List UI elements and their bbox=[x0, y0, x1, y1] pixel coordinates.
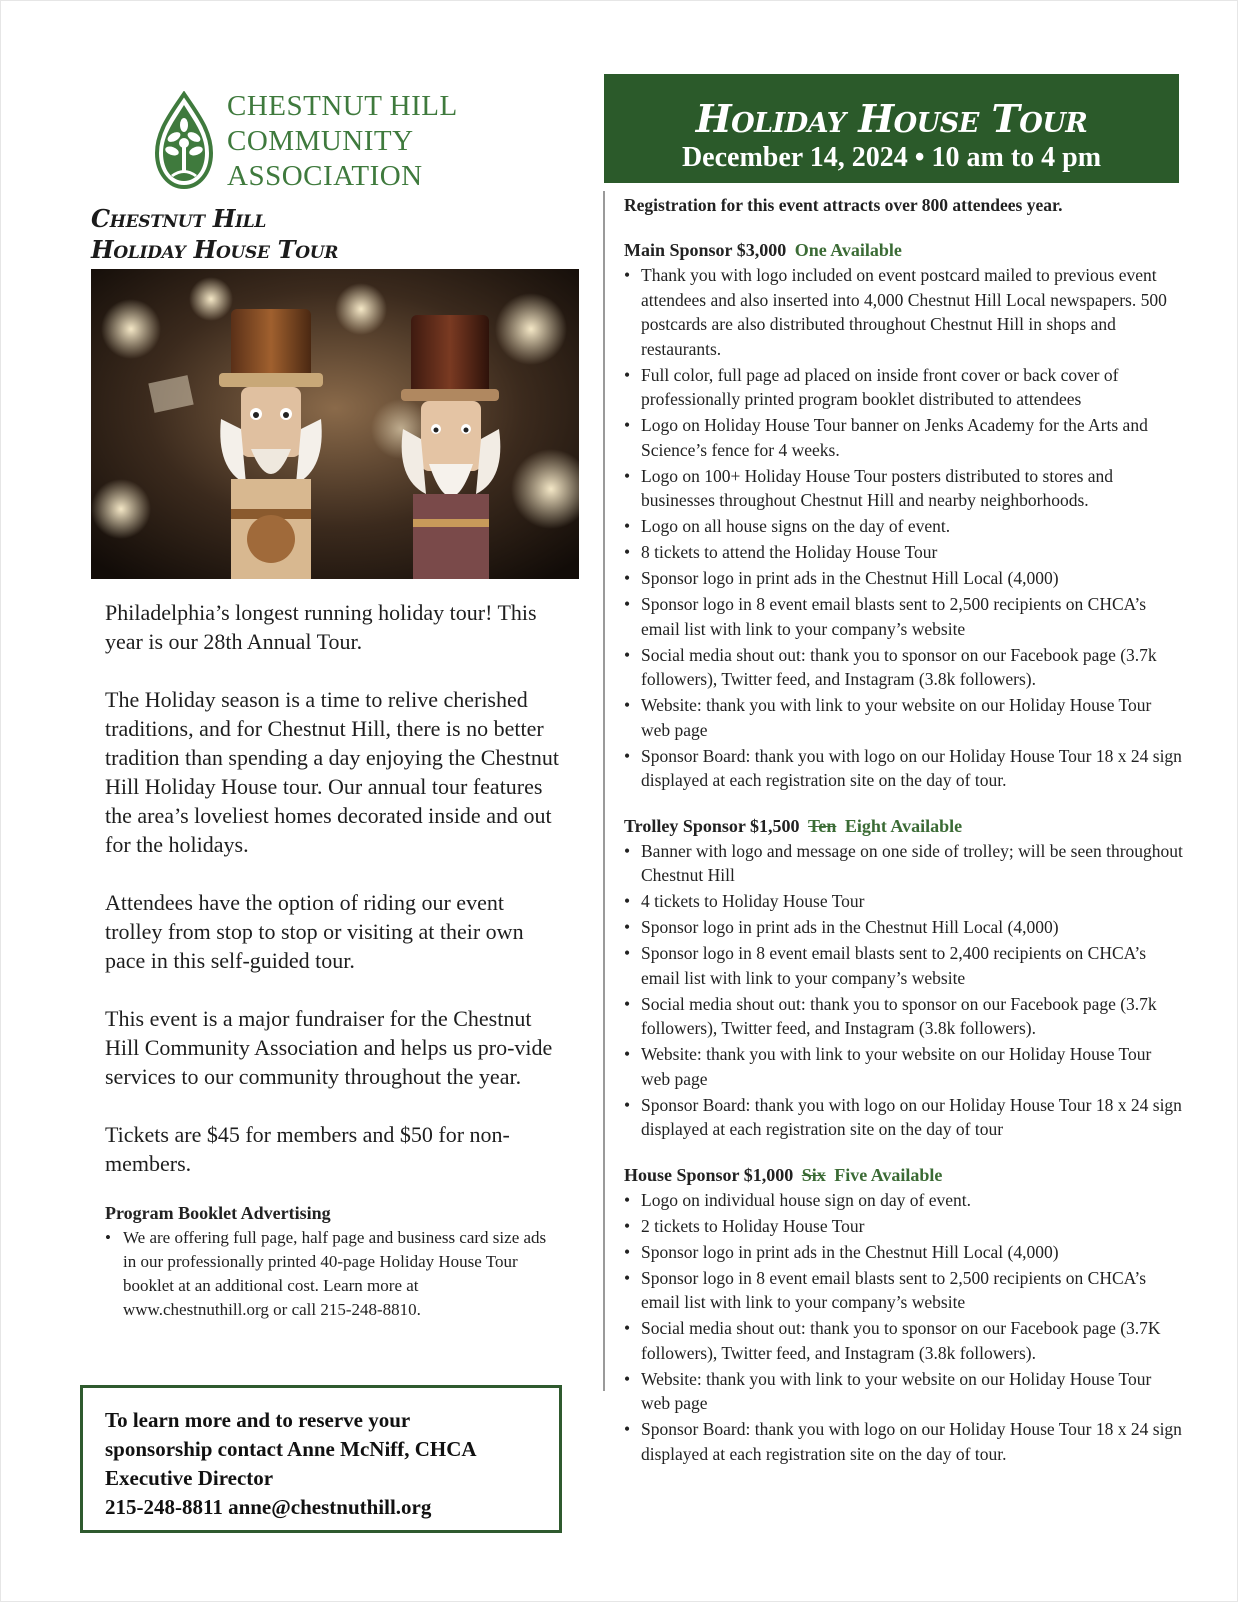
contact-line: To learn more and to reserve your bbox=[105, 1408, 411, 1432]
column-divider bbox=[603, 191, 605, 1391]
nutcracker-photo bbox=[91, 269, 579, 579]
list-item: • Sponsor logo in print ads in the Chestnut Hill Local (4,000) bbox=[624, 915, 1184, 940]
list-item: • Sponsor Board: thank you with logo on our Holiday House Tour 18 x 24 sign displayed at each registration site on the day of tour. bbox=[624, 744, 1184, 793]
list-item: • Sponsor logo in 8 event email blasts sent to 2,500 recipients on CHCA’s email list with link to your company’s website bbox=[624, 592, 1184, 641]
booklet-item: • We are offering full page, half page and business card size ads in our professionally printed 40-page Holiday House Tour booklet at an additional cost. Learn more at www.chestnuthill.org or call 215-248-8810. bbox=[105, 1226, 561, 1322]
registration-note: Registration for this event attracts over 800 attendees year. bbox=[624, 195, 1063, 215]
list-item: • Sponsor logo in 8 event email blasts sent to 2,400 recipients on CHCA’s email list with link to your company’s website bbox=[624, 941, 1184, 990]
availability: Five Available bbox=[834, 1164, 943, 1185]
list-item: • Thank you with logo included on event postcard mailed to previous event attendees and also inserted into 4,000 Chestnut Hill Local newspapers. 500 postcards are also distributed throughout Chestnut Hill in shops and restaurants. bbox=[624, 263, 1184, 361]
list-item: • Full color, full page ad placed on inside front cover or back cover of professionally printed program booklet distributed to attendees bbox=[624, 363, 1184, 412]
list-item: • Logo on 100+ Holiday House Tour posters distributed to stores and businesses throughout Chestnut Hill and nearby neighborhoods. bbox=[624, 464, 1184, 513]
intro-paragraph: Philadelphia’s longest running holiday tour! This year is our 28th Annual Tour. bbox=[105, 600, 537, 654]
tree-leaf-icon bbox=[151, 91, 217, 191]
list-item: • Website: thank you with link to your website on our Holiday House Tour web page bbox=[624, 1042, 1184, 1091]
org-logo bbox=[151, 89, 591, 193]
event-banner bbox=[604, 74, 1179, 183]
trolley-sponsor-section bbox=[624, 813, 1184, 1142]
intro-paragraph: Attendees have the option of riding our event trolley from stop to stop or visiting at their own pace in this self-guided tour. bbox=[105, 890, 524, 973]
house-sponsor-section bbox=[624, 1162, 1184, 1467]
trolley-sponsor-heading: Trolley Sponsor $1,500 Ten Eight Available bbox=[624, 815, 963, 836]
org-name-line1: CHESTNUT HILL bbox=[227, 89, 458, 122]
struck-availability: Six bbox=[801, 1164, 826, 1185]
list-item: • Sponsor Board: thank you with logo on our Holiday House Tour 18 x 24 sign displayed at each registration site on the day of tour bbox=[624, 1093, 1184, 1142]
house-sponsor-heading: House Sponsor $1,000 Six Five Available bbox=[624, 1164, 943, 1185]
org-name-line3: ASSOCIATION bbox=[227, 159, 423, 192]
contact-line: sponsorship contact Anne McNiff, CHCA bbox=[105, 1437, 477, 1461]
intro-paragraph: The Holiday season is a time to relive cherished traditions, and for Chestnut Hill, there is no better tradition than spending a day enjoying the Chestnut Hill Holiday House tour. Our annual tour features the area’s loveliest homes decorated inside and out for the holidays. bbox=[105, 687, 559, 857]
house-sponsor-list bbox=[624, 1188, 1184, 1467]
intro-paragraph: This event is a major fundraiser for the Chestnut Hill Community Association and helps us pro-vide services to our community throughout the year. bbox=[105, 1006, 553, 1089]
availability: Eight Available bbox=[844, 815, 963, 836]
list-item: • Sponsor Board: thank you with logo on our Holiday House Tour 18 x 24 sign displayed at each registration site on the day of tour. bbox=[624, 1417, 1184, 1466]
list-item: • Banner with logo and message on one side of trolley; will be seen throughout Chestnut Hill bbox=[624, 839, 1184, 888]
main-sponsor-heading: Main Sponsor $3,000 One Available bbox=[624, 240, 902, 260]
intro-text bbox=[91, 598, 561, 1178]
tour-title: Chestnut Hill Holiday House Tour bbox=[91, 204, 339, 264]
list-item: • Logo on all house signs on the day of event. bbox=[624, 514, 1184, 539]
main-sponsor-list bbox=[624, 263, 1184, 793]
trolley-sponsor-list bbox=[624, 839, 1184, 1142]
struck-availability: Ten bbox=[808, 815, 837, 836]
contact-line: 215-248-8811 anne@chestnuthill.org bbox=[105, 1495, 432, 1519]
list-item: • 4 tickets to Holiday House Tour bbox=[624, 889, 1184, 914]
availability: One Available bbox=[794, 240, 902, 260]
list-item: • Social media shout out: thank you to sponsor on our Facebook page (3.7K followers), Twitter feed, and Instagram (3.8k followers). bbox=[624, 1316, 1184, 1365]
contact-box bbox=[80, 1385, 562, 1533]
right-column bbox=[624, 193, 1184, 1486]
left-column bbox=[91, 89, 591, 1322]
list-item: • Sponsor logo in print ads in the Chestnut Hill Local (4,000) bbox=[624, 566, 1184, 591]
list-item: • Website: thank you with link to your website on our Holiday House Tour web page bbox=[624, 693, 1184, 742]
booklet-heading: Program Booklet Advertising bbox=[105, 1203, 331, 1223]
list-item: • Sponsor logo in 8 event email blasts sent to 2,500 recipients on CHCA’s email list with link to your company’s website bbox=[624, 1266, 1184, 1315]
list-item: • Logo on individual house sign on day of event. bbox=[624, 1188, 1184, 1213]
org-name-line2: COMMUNITY bbox=[227, 124, 414, 157]
list-item: • Logo on Holiday House Tour banner on Jenks Academy for the Arts and Science’s fence for 4 weeks. bbox=[624, 413, 1184, 462]
list-item: • Social media shout out: thank you to sponsor on our Facebook page (3.7k followers), Twitter feed, and Instagram (3.8k followers). bbox=[624, 643, 1184, 692]
list-item: • 2 tickets to Holiday House Tour bbox=[624, 1214, 1184, 1239]
banner-date: December 14, 2024 • 10 am to 4 pm bbox=[681, 142, 1102, 173]
list-item: • Sponsor logo in print ads in the Chestnut Hill Local (4,000) bbox=[624, 1240, 1184, 1265]
main-sponsor-section bbox=[624, 237, 1184, 793]
intro-paragraph: Tickets are $45 for members and $50 for non-members. bbox=[105, 1122, 510, 1176]
list-item: • 8 tickets to attend the Holiday House Tour bbox=[624, 540, 1184, 565]
contact-line: Executive Director bbox=[105, 1466, 274, 1490]
list-item: • Website: thank you with link to your website on our Holiday House Tour web page bbox=[624, 1367, 1184, 1416]
list-item: • Social media shout out: thank you to sponsor on our Facebook page (3.7k followers), Twitter feed, and Instagram (3.8k followers). bbox=[624, 992, 1184, 1041]
booklet-section bbox=[91, 1203, 561, 1322]
banner-title: Holiday House Tour bbox=[695, 96, 1088, 141]
